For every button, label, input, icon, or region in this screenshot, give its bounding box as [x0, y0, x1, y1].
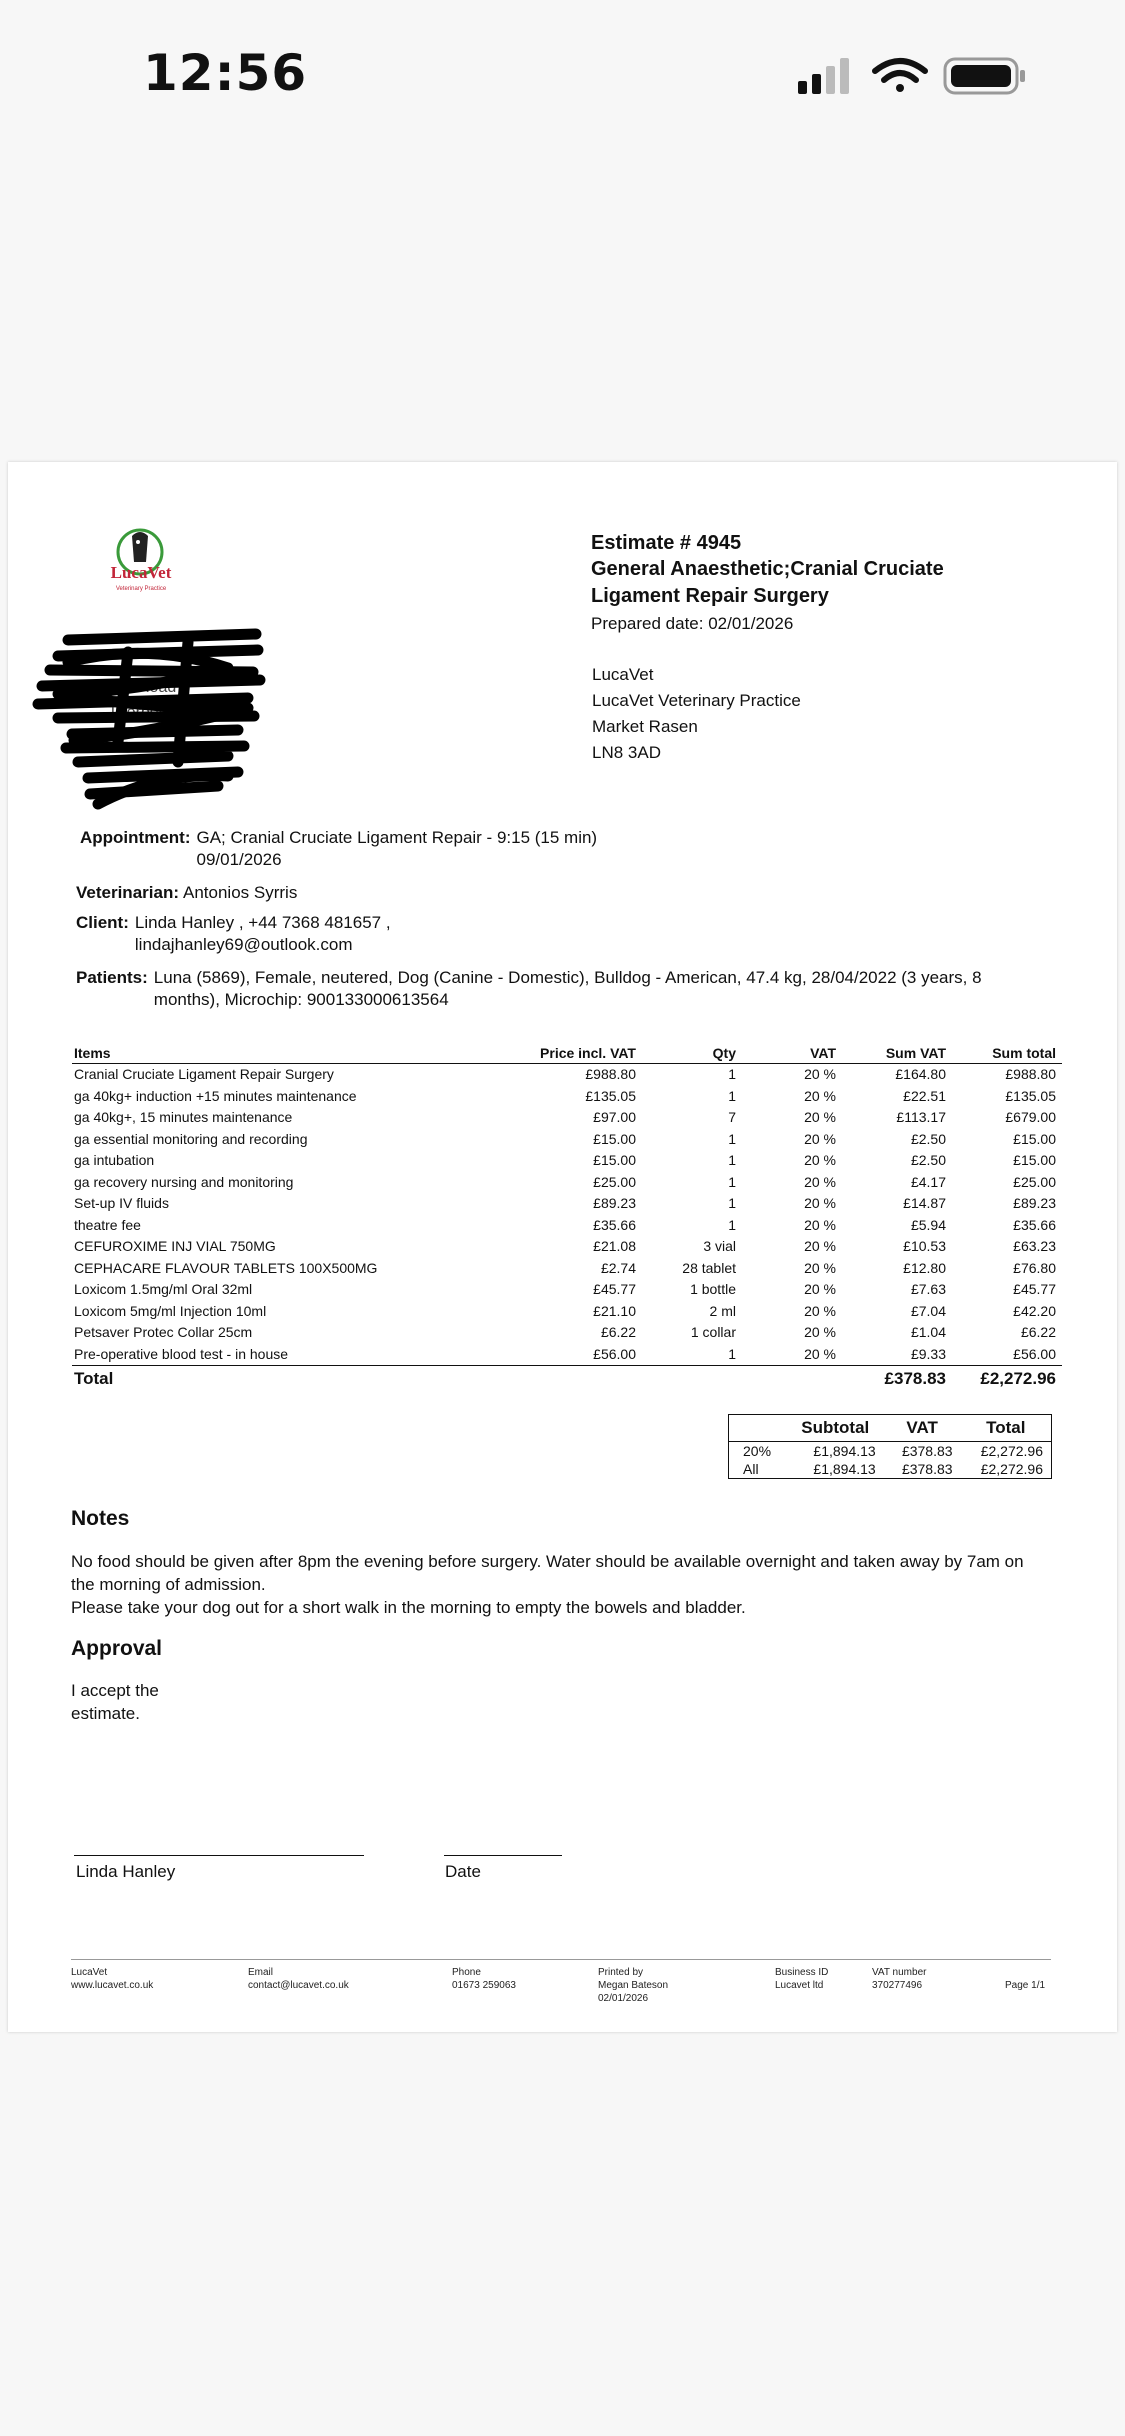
- approval-text: [71, 1679, 159, 1725]
- notes-line2: the morning of admission.: [71, 1575, 266, 1594]
- item-price: £15.00: [593, 1152, 636, 1168]
- summary-header-vat: VAT: [884, 1415, 961, 1442]
- footer-vat-number: 370277496: [872, 1980, 923, 1991]
- item-qty: 1: [728, 1195, 736, 1211]
- signature-line: [74, 1855, 364, 1856]
- item-price: £21.08: [593, 1238, 636, 1254]
- patients-line1: Luna (5869), Female, neutered, Dog (Canine - Domestic), Bulldog - American, 47.4 kg, 28/04/2022 (3 years, 8: [153, 968, 982, 987]
- appointment-row: [80, 827, 597, 871]
- footer-col-printed: [598, 1966, 668, 2005]
- status-icons: [795, 55, 1027, 99]
- practice-full-name: LucaVet Veterinary Practice: [592, 691, 801, 710]
- table-row: [72, 1279, 1062, 1301]
- summary-header-subtotal: Subtotal: [787, 1415, 884, 1442]
- item-sum-total: £63.23: [1013, 1238, 1056, 1254]
- estimate-number: Estimate # 4945: [591, 532, 742, 554]
- item-vat: 20 %: [804, 1259, 836, 1276]
- document-page: [8, 462, 1117, 2032]
- footer-practice-label: LucaVet: [71, 1967, 108, 1978]
- item-qty: 1: [728, 1066, 736, 1082]
- item-sum-vat: £9.33: [910, 1345, 946, 1362]
- footer-page-number: Page 1/1: [1005, 1980, 1046, 1991]
- patients-row: [76, 967, 1076, 1011]
- table-row: [72, 1258, 1062, 1280]
- logo-subtext: Veterinary Practice: [115, 586, 167, 592]
- footer-col-email: [248, 1966, 349, 1992]
- item-price: £35.66: [593, 1216, 636, 1233]
- item-vat: 20 %: [804, 1324, 836, 1340]
- item-price: £6.22: [600, 1324, 636, 1340]
- item-sum-total: £15.00: [1013, 1130, 1056, 1147]
- item-sum-vat: £12.80: [903, 1259, 946, 1276]
- item-sum-vat: £7.04: [910, 1302, 946, 1319]
- footer-printed-by: Megan Bateson: [598, 1980, 669, 1991]
- item-sum-total: £42.20: [1013, 1302, 1056, 1319]
- table-row: [72, 1150, 1062, 1172]
- signal-icon: [798, 58, 849, 94]
- estimate-title-line2: Ligament Repair Surgery: [591, 585, 829, 607]
- appointment-line2: 09/01/2026: [196, 850, 282, 869]
- footer-col-practice: [71, 1966, 153, 1992]
- footer-col-vat: [872, 1966, 926, 1992]
- notes-line3: Please take your dog out for a short walk in the morning to empty the bowels and bladder.: [71, 1598, 746, 1617]
- client-address-line3: Thorpes: [108, 704, 167, 721]
- status-bar: [0, 0, 1125, 150]
- items-table: [72, 1042, 1062, 1392]
- item-name: Pre-operative blood test - in house: [74, 1345, 289, 1362]
- item-qty: 1: [728, 1173, 736, 1190]
- table-row: [72, 1215, 1062, 1237]
- item-sum-vat: £2.50: [910, 1130, 946, 1147]
- practice-postcode: LN8 3AD: [592, 743, 661, 762]
- practice-town: Market Rasen: [592, 717, 698, 736]
- footer-business-label: Business ID: [775, 1967, 829, 1978]
- footer-phone-label: Phone: [452, 1967, 481, 1978]
- signatory-name: Linda Hanley: [76, 1862, 176, 1881]
- item-price: £15.00: [593, 1130, 636, 1147]
- item-sum-total: £56.00: [1013, 1345, 1056, 1362]
- col-header-price: Price incl. VAT: [472, 1042, 642, 1064]
- estimate-header: [591, 530, 1011, 636]
- table-row: [72, 1193, 1062, 1215]
- item-vat: 20 %: [804, 1130, 836, 1147]
- summary-vat: £378.83: [901, 1443, 953, 1459]
- lucavet-logo: [96, 522, 186, 594]
- practice-address: [592, 662, 801, 766]
- item-sum-vat: £5.94: [910, 1216, 946, 1233]
- item-qty: 1: [728, 1152, 736, 1168]
- item-price: £56.00: [593, 1345, 636, 1362]
- item-name: ga 40kg+, 15 minutes maintenance: [74, 1109, 293, 1125]
- col-header-qty: Qty: [642, 1042, 742, 1064]
- item-vat: 20 %: [804, 1087, 836, 1104]
- client-email: lindajhanley69@outlook.com: [134, 935, 353, 954]
- summary-total: £2,272.96: [980, 1443, 1043, 1459]
- item-sum-total: £988.80: [1005, 1066, 1056, 1082]
- footer-website: www.lucavet.co.uk: [71, 1980, 154, 1991]
- table-row: [72, 1236, 1062, 1258]
- item-sum-total: £25.00: [1013, 1173, 1056, 1190]
- appointment-label: Appointment:: [80, 828, 191, 847]
- item-vat: 20 %: [804, 1152, 836, 1168]
- appointment-line1: GA; Cranial Cruciate Ligament Repair - 9:15 (15 min): [196, 828, 598, 847]
- footer-vat-label: VAT number: [872, 1967, 927, 1978]
- veterinarian-row: [76, 882, 297, 904]
- appointment-value: [196, 827, 597, 871]
- item-vat: 20 %: [804, 1109, 836, 1125]
- status-time: 12:56: [143, 44, 308, 102]
- approval-line2: estimate.: [71, 1704, 140, 1723]
- summary-subtotal: £1,894.13: [813, 1443, 876, 1459]
- table-row: [72, 1107, 1062, 1129]
- item-qty: 1: [728, 1216, 736, 1233]
- col-header-sum-vat: Sum VAT: [842, 1042, 952, 1064]
- battery-icon: [945, 59, 1025, 93]
- item-price: £97.00: [593, 1109, 636, 1125]
- footer-email: contact@lucavet.co.uk: [248, 1980, 349, 1991]
- item-price: £21.10: [593, 1302, 636, 1319]
- footer-email-label: Email: [248, 1967, 274, 1978]
- practice-name: LucaVet: [592, 665, 654, 684]
- col-header-vat: VAT: [742, 1042, 842, 1064]
- item-qty: 1: [728, 1130, 736, 1147]
- footer-col-phone: [452, 1966, 516, 1992]
- item-qty: 1: [728, 1345, 736, 1362]
- item-name: CEFUROXIME INJ VIAL 750MG: [74, 1238, 276, 1254]
- item-name: ga recovery nursing and monitoring: [74, 1173, 294, 1190]
- item-vat: 20 %: [804, 1216, 836, 1233]
- table-row: [72, 1301, 1062, 1323]
- date-label: Date: [445, 1862, 481, 1881]
- item-price: £89.23: [593, 1195, 636, 1211]
- item-name: Cranial Cruciate Ligament Repair Surgery: [74, 1066, 334, 1082]
- footer-divider: [71, 1959, 1051, 1960]
- table-row: [72, 1064, 1062, 1086]
- notes-line1: No food should be given after 8pm the evening before surgery. Water should be available overnight and taken away by 7am on: [71, 1552, 1024, 1571]
- approval-heading: Approval: [71, 1637, 163, 1660]
- table-row: [72, 1086, 1062, 1108]
- item-qty: 1 bottle: [690, 1281, 736, 1297]
- redaction-scribble: [28, 622, 268, 822]
- veterinarian-value: Antonios Syrris: [183, 883, 298, 902]
- client-value: [135, 912, 391, 956]
- veterinarian-label: Veterinarian:: [76, 883, 179, 902]
- item-sum-total: £679.00: [1005, 1109, 1056, 1125]
- item-qty: 3 vial: [703, 1238, 736, 1254]
- footer-business-id: Lucavet ltd: [775, 1980, 824, 1991]
- date-line: [444, 1855, 562, 1856]
- summary-row: [729, 1442, 1052, 1461]
- logo-text: LucaVet: [110, 563, 172, 582]
- item-sum-total: £135.05: [1005, 1087, 1056, 1104]
- item-price: £135.05: [585, 1087, 636, 1104]
- summary-vat: £378.83: [901, 1461, 953, 1477]
- table-row: [72, 1322, 1062, 1344]
- item-sum-total: £76.80: [1013, 1259, 1056, 1276]
- item-qty: 28 tablet: [682, 1259, 736, 1276]
- item-price: £25.00: [593, 1173, 636, 1190]
- item-sum-vat: £10.53: [903, 1238, 946, 1254]
- prepared-date: Prepared date: 02/01/2026: [591, 614, 794, 633]
- footer-phone: 01673 259063: [452, 1980, 516, 1991]
- item-price: £45.77: [593, 1281, 636, 1297]
- item-qty: 7: [728, 1109, 736, 1125]
- notes-heading: Notes: [71, 1507, 130, 1530]
- item-vat: 20 %: [804, 1345, 836, 1362]
- item-sum-vat: £7.63: [910, 1281, 946, 1297]
- item-name: ga intubation: [74, 1152, 155, 1168]
- item-sum-vat: £14.87: [903, 1195, 946, 1211]
- item-sum-vat: £4.17: [910, 1173, 946, 1190]
- item-sum-vat: £22.51: [903, 1087, 946, 1104]
- footer-printed-label: Printed by: [598, 1967, 644, 1978]
- item-sum-total: £6.22: [1020, 1324, 1056, 1340]
- summary-header-total: Total: [961, 1415, 1052, 1442]
- vat-summary-table: [728, 1414, 1052, 1479]
- item-sum-vat: £113.17: [896, 1109, 946, 1125]
- item-vat: 20 %: [804, 1281, 836, 1297]
- item-name: Set-up IV fluids: [74, 1195, 169, 1211]
- item-name: theatre fee: [74, 1216, 141, 1233]
- item-name: Loxicom 5mg/ml Injection 10ml: [74, 1302, 267, 1319]
- total-sum: £2,272.96: [952, 1366, 1062, 1393]
- patients-value: [154, 967, 982, 1011]
- summary-subtotal: £1,894.13: [813, 1461, 876, 1477]
- item-sum-total: £15.00: [1013, 1152, 1056, 1168]
- item-name: ga 40kg+ induction +15 minutes maintenance: [74, 1087, 357, 1104]
- total-label: Total: [72, 1366, 472, 1393]
- notes-text: [71, 1550, 1071, 1619]
- table-row: [72, 1344, 1062, 1366]
- footer-printed-date: 02/01/2026: [598, 1993, 649, 2004]
- wifi-icon: [875, 61, 925, 92]
- item-qty: 2 ml: [709, 1302, 736, 1319]
- client-line1: Linda Hanley , +44 7368 481657 ,: [134, 913, 391, 932]
- summary-rate: All: [743, 1461, 759, 1477]
- item-qty: 1 collar: [690, 1324, 736, 1340]
- item-sum-total: £89.23: [1013, 1195, 1056, 1211]
- item-sum-total: £45.77: [1013, 1281, 1056, 1297]
- item-name: CEPHACARE FLAVOUR TABLETS 100X500MG: [74, 1259, 378, 1276]
- client-label: Client:: [76, 913, 129, 932]
- client-row: [76, 912, 391, 956]
- item-name: ga essential monitoring and recording: [74, 1130, 308, 1147]
- summary-row: [729, 1460, 1052, 1479]
- col-header-items: Items: [72, 1042, 472, 1064]
- approval-line1: I accept the: [71, 1681, 159, 1700]
- summary-total: £2,272.96: [980, 1461, 1043, 1477]
- item-name: Loxicom 1.5mg/ml Oral 32ml: [74, 1281, 253, 1297]
- item-sum-vat: £1.04: [910, 1324, 946, 1340]
- footer-col-business: [775, 1966, 828, 1992]
- estimate-title-line1: General Anaesthetic;Cranial Cruciate: [591, 558, 944, 580]
- items-total-row: [72, 1366, 1062, 1393]
- total-vat: £378.83: [842, 1366, 952, 1393]
- table-row: [72, 1172, 1062, 1194]
- item-vat: 20 %: [804, 1195, 836, 1211]
- item-vat: 20 %: [804, 1173, 836, 1190]
- summary-rate: 20%: [743, 1443, 772, 1459]
- items-header-row: [72, 1042, 1062, 1064]
- item-vat: 20 %: [804, 1302, 836, 1319]
- summary-header-row: [729, 1415, 1052, 1442]
- item-sum-vat: £2.50: [910, 1152, 946, 1168]
- summary-header-rate: [729, 1415, 787, 1442]
- item-sum-total: £35.66: [1013, 1216, 1056, 1233]
- item-price: £988.80: [585, 1066, 636, 1082]
- table-row: [72, 1129, 1062, 1151]
- item-vat: 20 %: [804, 1066, 836, 1082]
- item-sum-vat: £164.80: [895, 1066, 946, 1082]
- client-address-line2: Road: [138, 679, 177, 696]
- item-price: £2.74: [600, 1259, 636, 1276]
- patients-line2: months), Microchip: 900133000613564: [153, 990, 449, 1009]
- item-qty: 1: [728, 1087, 736, 1104]
- item-name: Petsaver Protec Collar 25cm: [74, 1324, 253, 1340]
- item-vat: 20 %: [804, 1238, 836, 1254]
- col-header-sum-total: Sum total: [952, 1042, 1062, 1064]
- patients-label: Patients:: [76, 968, 148, 987]
